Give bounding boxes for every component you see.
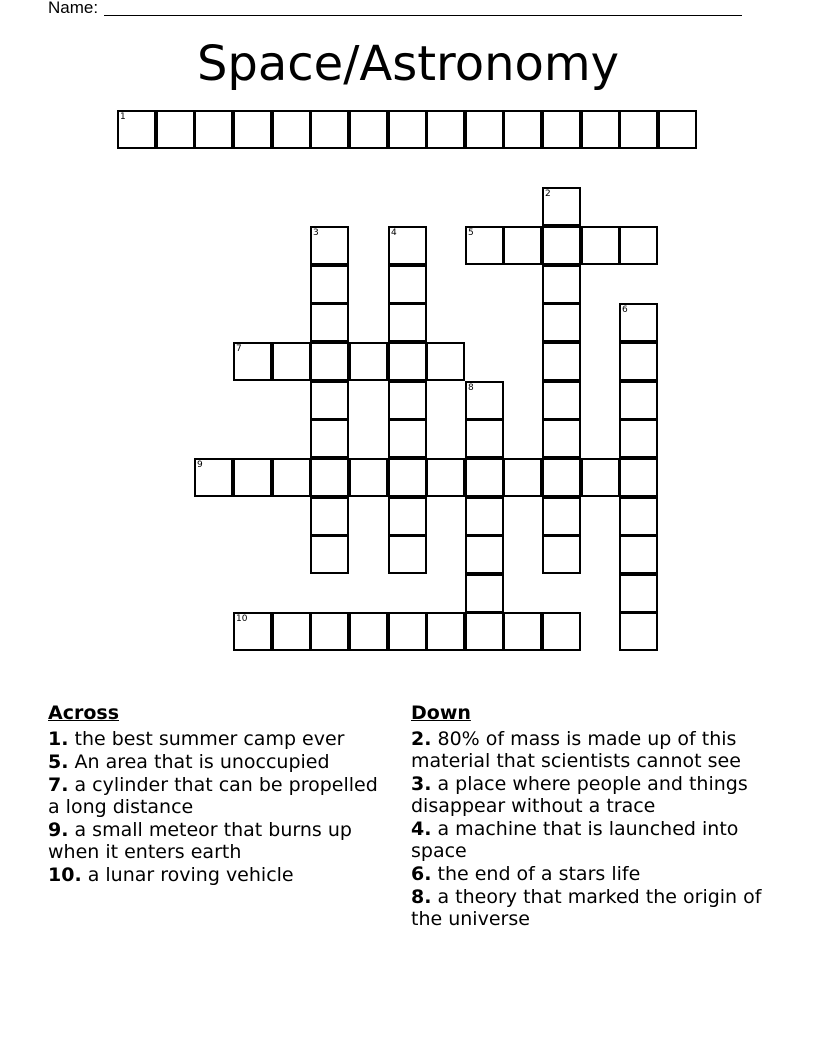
grid-cell[interactable] — [465, 110, 504, 149]
grid-cell[interactable] — [542, 535, 581, 574]
grid-cell-input[interactable] — [428, 112, 463, 147]
grid-cell-input[interactable] — [583, 228, 618, 263]
clue-number-label: 2 — [545, 189, 551, 199]
grid-cell-input[interactable] — [235, 460, 270, 495]
grid-cell-input[interactable] — [583, 112, 618, 147]
grid-cell[interactable] — [388, 497, 427, 536]
grid-cell-input[interactable] — [467, 614, 502, 649]
grid-cell[interactable] — [117, 110, 156, 149]
grid-cell[interactable] — [272, 342, 311, 381]
grid-cell-input[interactable] — [390, 267, 425, 302]
clue-number: 6. — [411, 863, 432, 885]
grid-cell[interactable] — [542, 381, 581, 420]
grid-cell-input[interactable] — [428, 460, 463, 495]
grid-cell-input[interactable] — [428, 344, 463, 379]
grid-cell[interactable] — [426, 612, 465, 651]
grid-cell[interactable] — [542, 612, 581, 651]
grid-cell-input[interactable] — [544, 614, 579, 649]
grid-cell[interactable] — [310, 612, 349, 651]
grid-cell[interactable] — [619, 381, 658, 420]
grid-cell[interactable] — [542, 419, 581, 458]
grid-cell[interactable] — [503, 458, 542, 497]
grid-cell-input[interactable] — [390, 537, 425, 572]
grid-cell-input[interactable] — [621, 112, 656, 147]
clue-number-label: 7 — [236, 344, 242, 354]
grid-cell-input[interactable] — [312, 228, 347, 263]
across-heading: Across — [48, 702, 120, 724]
across-clues — [48, 702, 388, 887]
grid-cell-input[interactable] — [428, 614, 463, 649]
grid-cell[interactable] — [542, 226, 581, 265]
grid-cell[interactable] — [503, 110, 542, 149]
grid-cell[interactable] — [465, 535, 504, 574]
grid-cell-input[interactable] — [621, 576, 656, 611]
across-clue — [48, 819, 388, 863]
grid-cell[interactable] — [503, 226, 542, 265]
grid-cell[interactable] — [349, 110, 388, 149]
clue-number: 3. — [411, 773, 432, 795]
grid-cell[interactable] — [465, 419, 504, 458]
down-clue — [411, 773, 781, 817]
grid-cell-input[interactable] — [505, 112, 540, 147]
grid-cell[interactable] — [310, 458, 349, 497]
clue-text: a lunar roving vehicle — [87, 864, 294, 886]
down-heading: Down — [411, 702, 471, 724]
grid-cell-input[interactable] — [235, 112, 270, 147]
grid-cell[interactable] — [619, 612, 658, 651]
down-clue — [411, 728, 781, 772]
grid-cell-input[interactable] — [312, 383, 347, 418]
grid-cell[interactable] — [233, 342, 272, 381]
grid-cell-input[interactable] — [235, 344, 270, 379]
grid-cell[interactable] — [310, 265, 349, 304]
grid-cell-input[interactable] — [660, 112, 695, 147]
grid-cell[interactable] — [619, 458, 658, 497]
grid-cell-input[interactable] — [390, 614, 425, 649]
clue-number-label: 5 — [468, 228, 474, 238]
grid-cell-input[interactable] — [274, 344, 309, 379]
grid-cell-input[interactable] — [390, 228, 425, 263]
clue-text: the end of a stars life — [437, 863, 641, 885]
grid-cell-input[interactable] — [544, 228, 579, 263]
grid-cell-input[interactable] — [312, 614, 347, 649]
name-line[interactable] — [104, 15, 742, 16]
grid-cell[interactable] — [310, 535, 349, 574]
clue-number: 1. — [48, 728, 69, 750]
grid-cell[interactable] — [465, 497, 504, 536]
clue-number: 9. — [48, 819, 69, 841]
grid-cell[interactable] — [388, 612, 427, 651]
grid-cell-input[interactable] — [274, 112, 309, 147]
grid-cell-input[interactable] — [351, 344, 386, 379]
grid-cell-input[interactable] — [467, 576, 502, 611]
grid-cell[interactable] — [233, 458, 272, 497]
grid-cell[interactable] — [233, 110, 272, 149]
grid-cell[interactable] — [542, 187, 581, 226]
grid-cell-input[interactable] — [544, 383, 579, 418]
grid-cell-input[interactable] — [467, 228, 502, 263]
grid-cell[interactable] — [310, 497, 349, 536]
clue-number: 10. — [48, 864, 82, 886]
grid-cell-input[interactable] — [196, 460, 231, 495]
clue-text: the best summer camp ever — [74, 728, 345, 750]
grid-cell-input[interactable] — [544, 112, 579, 147]
grid-cell[interactable] — [310, 303, 349, 342]
page-title: Space/Astronomy — [196, 36, 620, 92]
clue-number-label: 1 — [120, 112, 126, 122]
grid-cell-input[interactable] — [621, 460, 656, 495]
grid-cell-input[interactable] — [544, 460, 579, 495]
grid-cell-input[interactable] — [505, 228, 540, 263]
grid-cell-input[interactable] — [621, 499, 656, 534]
grid-cell-input[interactable] — [621, 537, 656, 572]
clue-number: 2. — [411, 728, 432, 750]
across-clue — [48, 774, 388, 818]
grid-cell-input[interactable] — [312, 499, 347, 534]
grid-cell-input[interactable] — [119, 112, 154, 147]
grid-cell-input[interactable] — [505, 614, 540, 649]
clue-text: a small meteor that burns up when it enters earth — [48, 819, 352, 863]
grid-cell[interactable] — [619, 497, 658, 536]
grid-cell[interactable] — [272, 612, 311, 651]
grid-cell-input[interactable] — [544, 421, 579, 456]
name-label: Name: — [48, 0, 99, 17]
grid-cell[interactable] — [426, 458, 465, 497]
grid-cell-input[interactable] — [467, 383, 502, 418]
grid-cell-input[interactable] — [467, 421, 502, 456]
grid-cell-input[interactable] — [312, 421, 347, 456]
clue-text: a place where people and things disappear without a trace — [411, 773, 748, 817]
grid-cell-input[interactable] — [351, 460, 386, 495]
grid-cell-input[interactable] — [467, 537, 502, 572]
grid-cell[interactable] — [542, 265, 581, 304]
grid-cell[interactable] — [581, 226, 620, 265]
clue-number-label: 8 — [468, 383, 474, 393]
down-clue — [411, 818, 781, 862]
grid-cell-input[interactable] — [196, 112, 231, 147]
down-clue — [411, 863, 781, 885]
grid-cell[interactable] — [465, 226, 504, 265]
grid-cell-input[interactable] — [467, 112, 502, 147]
grid-cell-input[interactable] — [312, 267, 347, 302]
grid-cell-input[interactable] — [621, 344, 656, 379]
clue-number-label: 6 — [622, 305, 628, 315]
clue-number: 4. — [411, 818, 432, 840]
grid-cell[interactable] — [542, 458, 581, 497]
clue-number: 8. — [411, 886, 432, 908]
across-clue — [48, 864, 388, 886]
grid-cell[interactable] — [194, 110, 233, 149]
clue-text: a machine that is launched into space — [411, 818, 739, 862]
grid-cell-input[interactable] — [312, 112, 347, 147]
grid-cell[interactable] — [194, 458, 233, 497]
across-clue — [48, 751, 388, 773]
clue-number-label: 9 — [197, 460, 203, 470]
grid-cell-input[interactable] — [544, 189, 579, 224]
clue-text: a cylinder that can be propelled a long distance — [48, 774, 378, 818]
grid-cell[interactable] — [619, 419, 658, 458]
grid-cell[interactable] — [272, 458, 311, 497]
grid-cell[interactable] — [388, 265, 427, 304]
clue-number-label: 4 — [391, 228, 397, 238]
grid-cell[interactable] — [310, 342, 349, 381]
grid-cell-input[interactable] — [312, 460, 347, 495]
grid-cell-input[interactable] — [312, 537, 347, 572]
grid-cell[interactable] — [388, 458, 427, 497]
clue-number: 7. — [48, 774, 69, 796]
grid-cell[interactable] — [542, 110, 581, 149]
grid-cell-input[interactable] — [621, 383, 656, 418]
grid-cell[interactable] — [388, 110, 427, 149]
grid-cell[interactable] — [156, 110, 195, 149]
across-clue — [48, 728, 388, 750]
grid-cell[interactable] — [388, 535, 427, 574]
grid-cell-input[interactable] — [390, 344, 425, 379]
grid-cell-input[interactable] — [274, 614, 309, 649]
grid-cell[interactable] — [310, 110, 349, 149]
grid-cell[interactable] — [503, 612, 542, 651]
grid-cell[interactable] — [272, 110, 311, 149]
grid-cell-input[interactable] — [312, 344, 347, 379]
grid-cell-input[interactable] — [351, 614, 386, 649]
down-clue — [411, 886, 781, 930]
grid-cell[interactable] — [349, 612, 388, 651]
grid-cell[interactable] — [581, 110, 620, 149]
grid-cell[interactable] — [619, 342, 658, 381]
grid-cell-input[interactable] — [544, 344, 579, 379]
grid-cell-input[interactable] — [390, 499, 425, 534]
grid-cell[interactable] — [349, 458, 388, 497]
grid-cell-input[interactable] — [621, 228, 656, 263]
grid-cell[interactable] — [465, 381, 504, 420]
grid-cell[interactable] — [388, 226, 427, 265]
grid-cell[interactable] — [388, 419, 427, 458]
grid-cell-input[interactable] — [544, 305, 579, 340]
grid-cell-input[interactable] — [390, 112, 425, 147]
clue-number-label: 3 — [313, 228, 319, 238]
grid-cell-input[interactable] — [274, 460, 309, 495]
grid-cell-input[interactable] — [351, 112, 386, 147]
grid-cell[interactable] — [310, 381, 349, 420]
grid-cell-input[interactable] — [390, 421, 425, 456]
grid-cell-input[interactable] — [467, 499, 502, 534]
grid-cell-input[interactable] — [621, 614, 656, 649]
grid-cell[interactable] — [233, 612, 272, 651]
grid-cell-input[interactable] — [544, 499, 579, 534]
grid-cell[interactable] — [619, 226, 658, 265]
grid-cell[interactable] — [388, 303, 427, 342]
clue-number: 5. — [48, 751, 69, 773]
grid-cell[interactable] — [581, 458, 620, 497]
grid-cell[interactable] — [542, 497, 581, 536]
grid-cell[interactable] — [465, 612, 504, 651]
grid-cell-input[interactable] — [312, 305, 347, 340]
grid-cell[interactable] — [465, 458, 504, 497]
clue-text: 80% of mass is made up of this material that scientists cannot see — [411, 728, 741, 772]
grid-cell[interactable] — [426, 342, 465, 381]
grid-cell-input[interactable] — [583, 460, 618, 495]
clue-text: a theory that marked the origin of the universe — [411, 886, 762, 930]
clue-number-label: 10 — [236, 614, 248, 624]
grid-cell-input[interactable] — [505, 460, 540, 495]
clue-text: An area that is unoccupied — [74, 751, 330, 773]
grid-cell[interactable] — [349, 342, 388, 381]
grid-cell[interactable] — [542, 342, 581, 381]
grid-cell[interactable] — [426, 110, 465, 149]
grid-cell[interactable] — [658, 110, 697, 149]
grid-cell-input[interactable] — [621, 421, 656, 456]
grid-cell-input[interactable] — [390, 305, 425, 340]
grid-cell[interactable] — [465, 574, 504, 613]
grid-cell-input[interactable] — [235, 614, 270, 649]
grid-cell-input[interactable] — [467, 460, 502, 495]
grid-cell-input[interactable] — [621, 305, 656, 340]
grid-cell[interactable] — [388, 342, 427, 381]
grid-cell-input[interactable] — [390, 460, 425, 495]
grid-cell-input[interactable] — [544, 267, 579, 302]
grid-cell-input[interactable] — [158, 112, 193, 147]
grid-cell[interactable] — [310, 226, 349, 265]
grid-cell[interactable] — [619, 535, 658, 574]
grid-cell-input[interactable] — [390, 383, 425, 418]
grid-cell[interactable] — [310, 419, 349, 458]
grid-cell[interactable] — [388, 381, 427, 420]
grid-cell[interactable] — [619, 574, 658, 613]
grid-cell-input[interactable] — [544, 537, 579, 572]
down-clues — [411, 702, 781, 931]
grid-cell[interactable] — [542, 303, 581, 342]
grid-cell[interactable] — [619, 303, 658, 342]
grid-cell[interactable] — [619, 110, 658, 149]
